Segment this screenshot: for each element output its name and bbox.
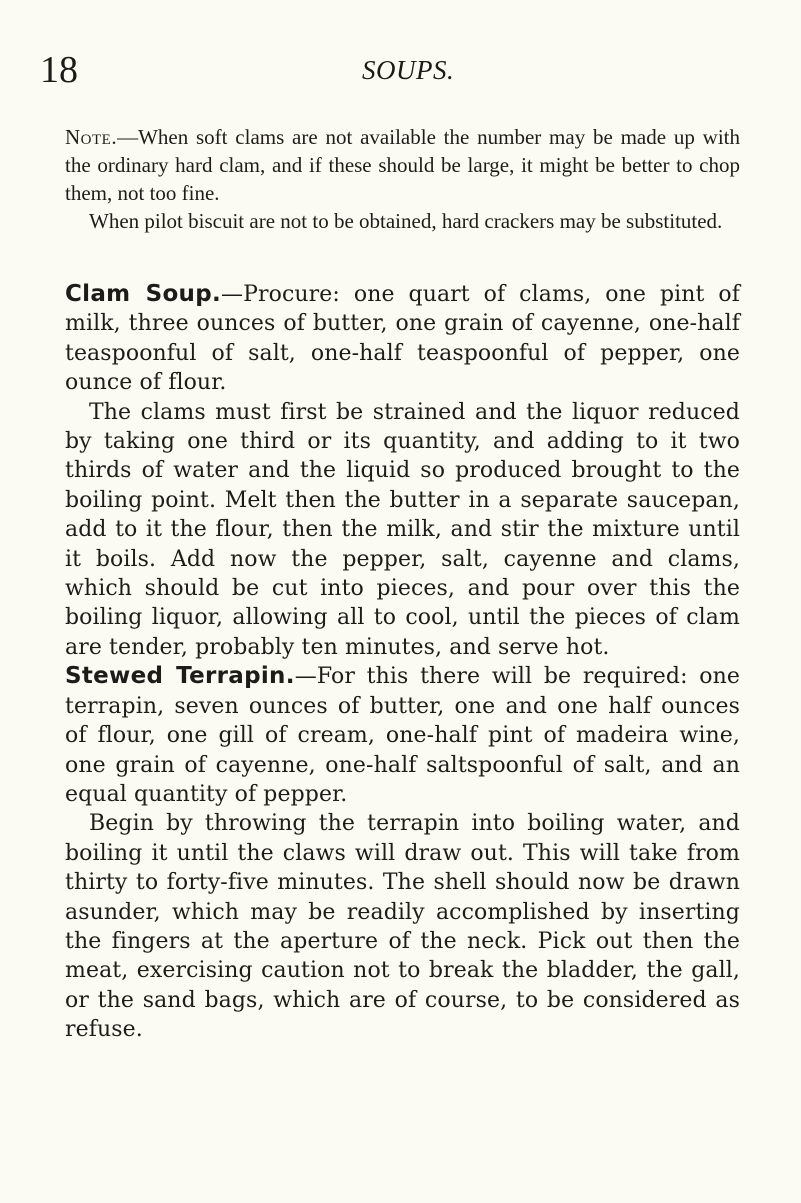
stewed-terrapin-title: Stewed Terrapin.	[65, 663, 295, 690]
stewed-terrapin-method: Begin by throwing the terrapin into boiling water, and boiling it until the claws will draw out. This will take from thirty to forty-five minutes. The shell should now be drawn asunder, which may be readily accomplished by inserting the fingers at the aperture of the neck. Pick out then the meat, exercising caution not to break the bladder, the gall, or the sand bags, which are of course, to be considered as refuse.	[65, 811, 740, 1043]
clam-soup-ingredients-paragraph	[65, 280, 740, 398]
note-section	[65, 123, 740, 235]
clam-soup-ingredients: —Procure: one quart of clams, one pint of milk, three ounces of butter, one grain of cayenne, one-half teaspoonful of salt, one-half teaspoonful of pepper, one ounce of flour.	[65, 282, 740, 396]
running-head: SOUPS.	[362, 55, 455, 85]
clam-soup-title: Clam Soup.	[65, 281, 222, 307]
clam-soup-method: The clams must first be strained and the liquor reduced by taking one third or its quantity, and adding to it two thirds of water and the liquid so produced brought to the boiling point. Melt then the butter in a separate saucepan, add to it the flour, then the milk, and stir the mixture until it boils. Add now the pepper, salt, cayenne and clams, which should be cut into pieces, and pour over this the boiling liquor, allowing all to cool, until the pieces of clam are tender, probably ten minutes, and serve hot.	[65, 399, 740, 660]
page-header	[0, 50, 801, 90]
stewed-terrapin-ingredients: —For this there will be required: one terrapin, seven ounces of butter, one and one half ounces of flour, one gill of cream, one-half pint of madeira wine, one grain of cayenne, one-half saltspoonful of salt, and an equal quantity of pepper.	[65, 664, 740, 807]
note-paragraph	[65, 123, 740, 207]
note-label: Note.	[65, 125, 118, 149]
page-number: 18	[40, 49, 78, 91]
stewed-terrapin-ingredients-paragraph	[65, 662, 740, 809]
recipes-section	[65, 280, 740, 1045]
note-paragraph: When pilot biscuit are not to be obtained, hard crackers may be substituted.	[89, 209, 723, 233]
note-text: —When soft clams are not available the number may be made up with the ordinary hard clam, and if these should be large, it might be better to chop them, not too fine.	[65, 125, 740, 205]
